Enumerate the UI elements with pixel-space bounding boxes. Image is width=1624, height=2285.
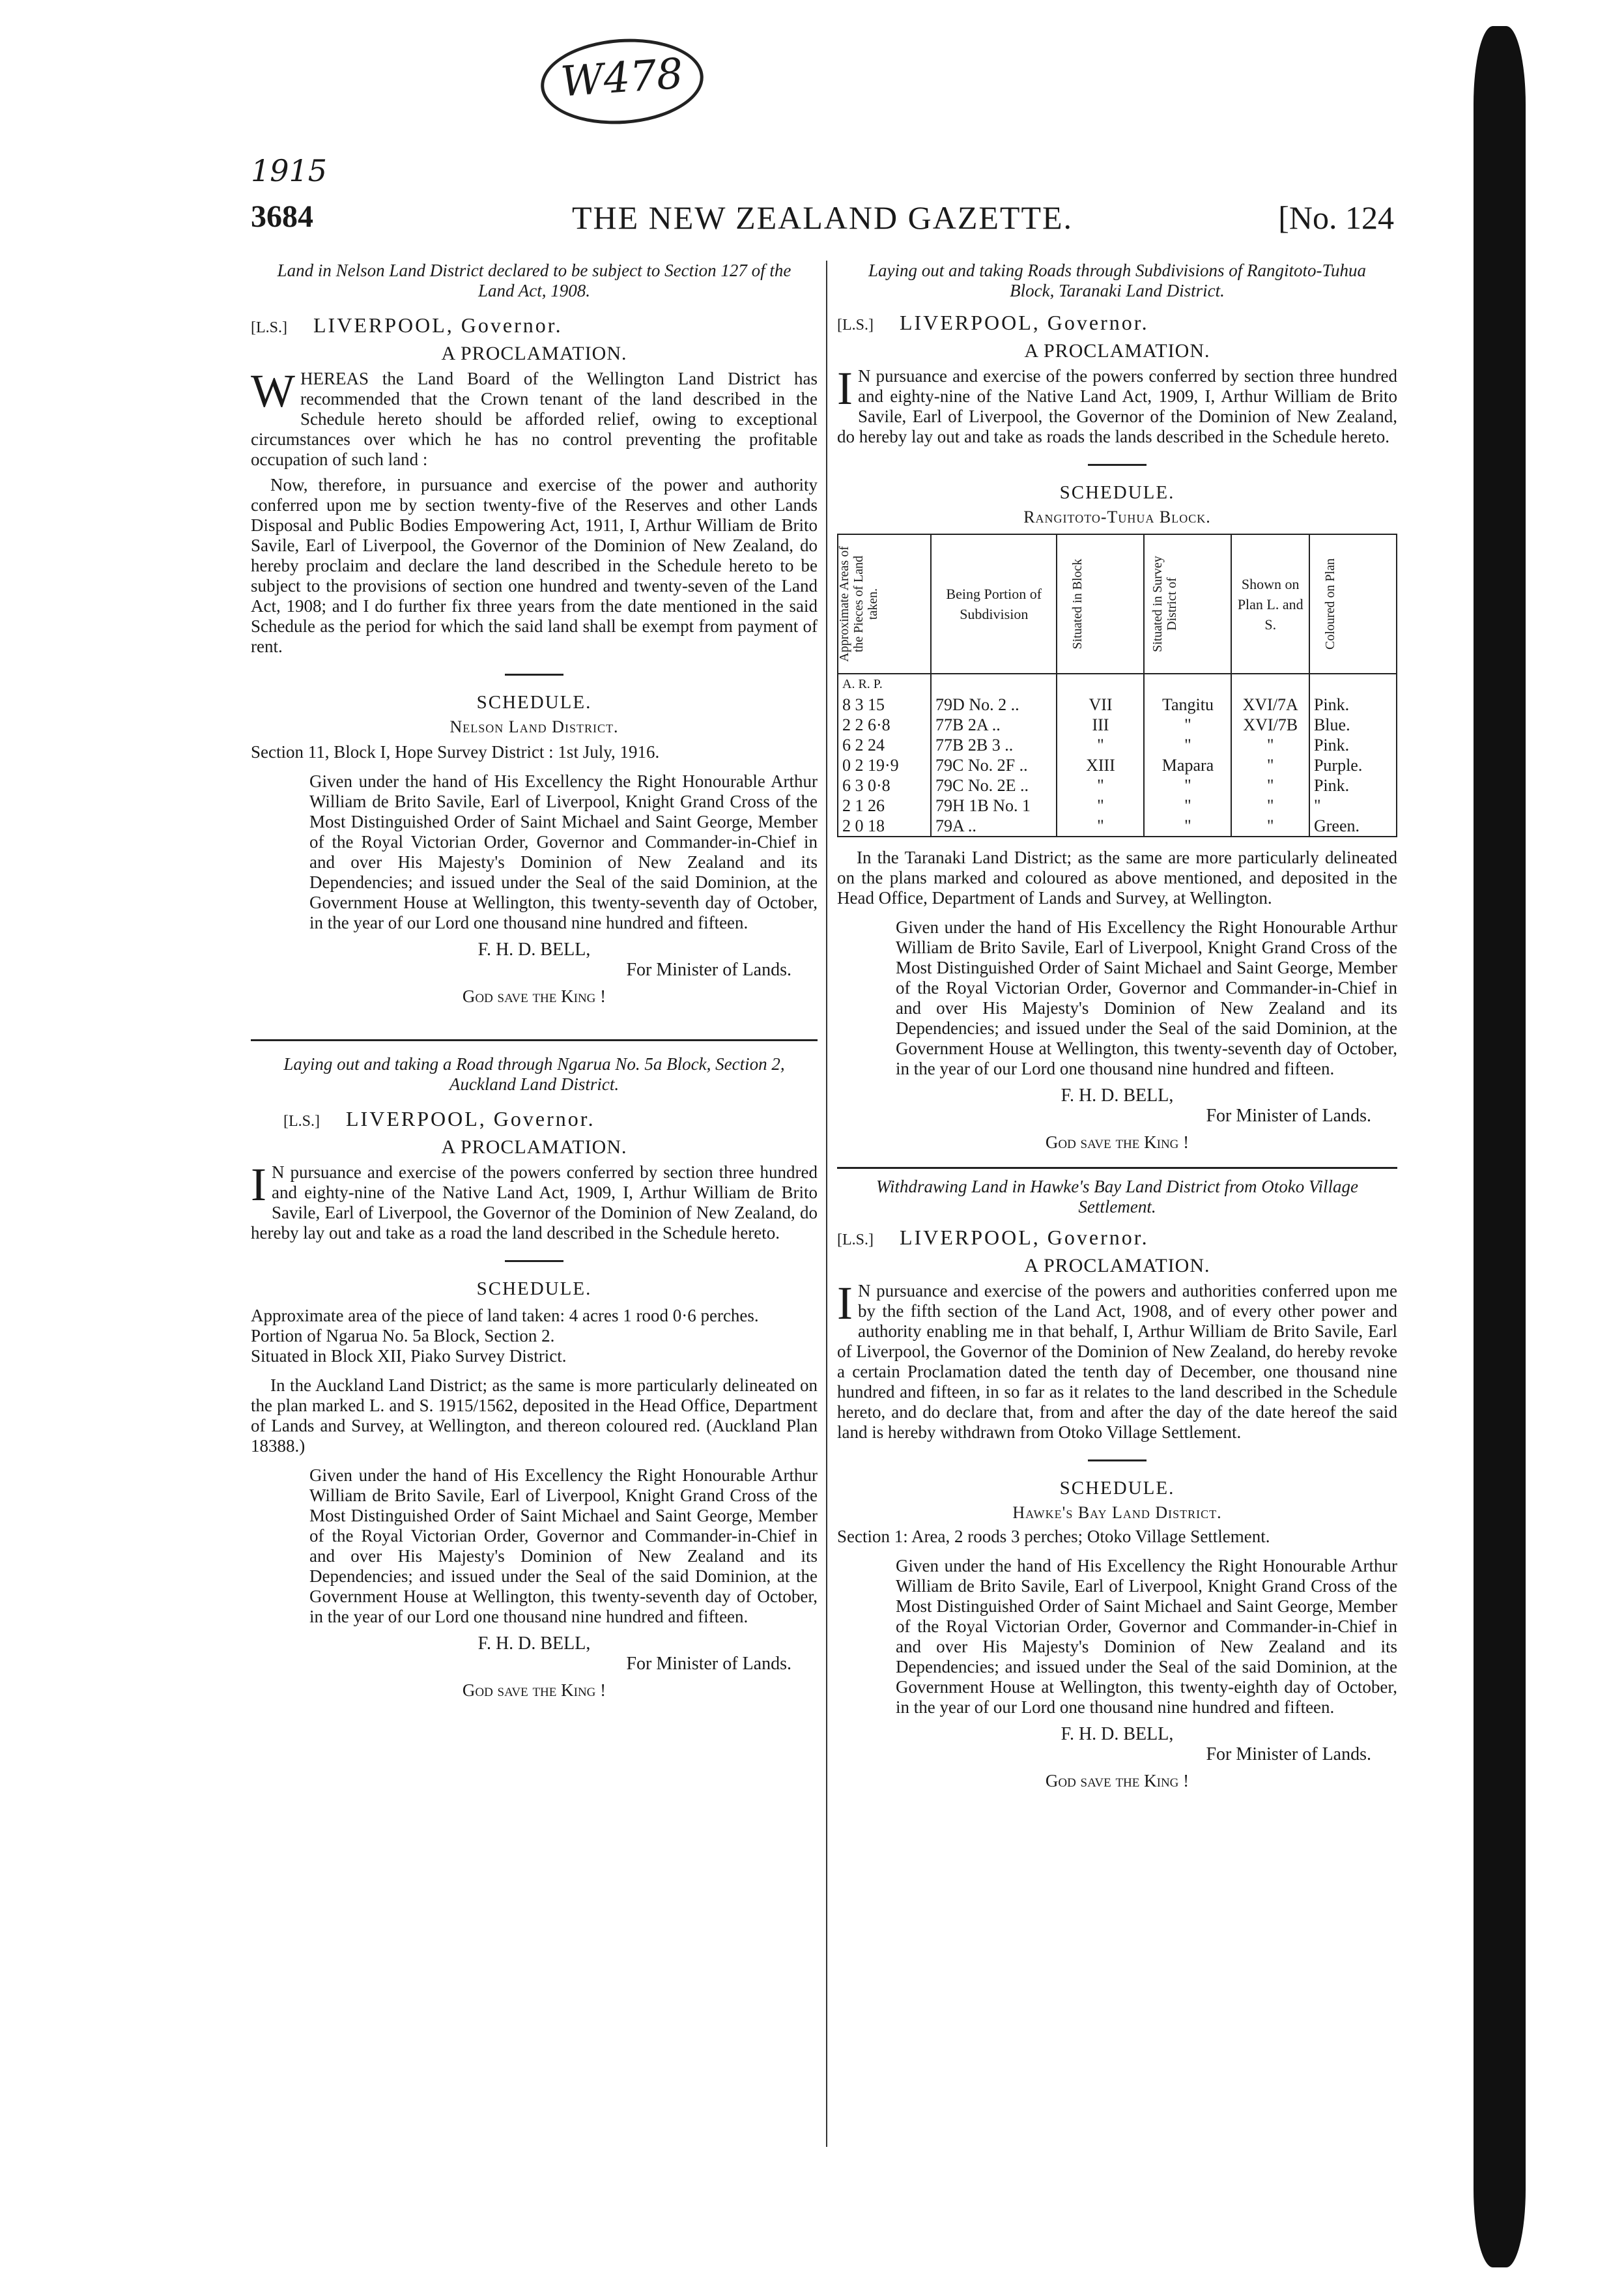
section-rule (251, 1039, 818, 1041)
scan-binding-shadow (1474, 26, 1526, 2267)
table-cell: " (1144, 775, 1231, 796)
table-cell (931, 674, 1057, 695)
table-cell: " (1144, 816, 1231, 837)
schedule-table (837, 534, 1397, 837)
proclamation-title: A PROCLAMATION. (1024, 340, 1210, 362)
gazette-title: THE NEW ZEALAND GAZETTE. (571, 199, 1074, 236)
drop-cap: I (837, 1277, 853, 1329)
schedule-district: Nelson Land District. (449, 717, 619, 736)
table-cell: " (1231, 816, 1309, 837)
seal-mark: [L.S.] (837, 317, 874, 334)
table-cell: 6 2 24 (838, 735, 931, 755)
signature: F. H. D. BELL, (477, 1633, 591, 1654)
schedule-portion: Portion of Ngarua No. 5a Block, Section 2. (251, 1326, 555, 1345)
table-cell (1144, 674, 1231, 695)
table-cell: 2 1 26 (838, 796, 931, 816)
governor-name: LIVERPOOL, Governor. (313, 313, 563, 337)
table-cell: Blue. (1309, 715, 1397, 735)
table-cell: " (1057, 775, 1144, 796)
table-cell: " (1231, 796, 1309, 816)
governor-name: LIVERPOOL, Governor. (900, 311, 1149, 334)
separator (1088, 1459, 1147, 1461)
notice-rangitoto (837, 261, 1397, 1153)
col-header-area: Approximate Areas of the Pieces of Land taken. (838, 534, 931, 674)
governor-line (251, 315, 818, 338)
table-cell: Green. (1309, 816, 1397, 837)
issue-number: [No. 124 (1278, 199, 1394, 236)
table-cell: 79H 1B No. 1 (931, 796, 1057, 816)
given-under-hand: Given under the hand of His Excellency the Right Honourable Arthur William de Brito Savile, Earl of Liverpool, Knight Grand Cross of the Most Distinguished Order of Saint Michael and Saint George, Member of the Royal Victorian Order, Governor and Commander-in-Chief in and over His Majesty's Dominion of New Zealand and its Dependencies; and issued under the Seal of the said Dominion, at the Government House at Wellington, this twenty-seventh day of October, in the year of our Lord one thousand nine hundred and fifteen. (896, 917, 1397, 1078)
proclamation-body (837, 362, 1397, 447)
table-cell: 8 3 15 (838, 695, 931, 715)
table-cell: Mapara (1144, 755, 1231, 775)
handwritten-year: 1915 (251, 153, 328, 188)
body-text: HEREAS the Land Board of the Wellington Land District has recommended that the Crown tenant of the land described in the Schedule hereto should be afforded relief, owing to exceptional circumstances over which he has no control preventing the profitable occupation of such land : (251, 369, 818, 469)
table-row (838, 816, 1397, 837)
notice-heading: Laying out and taking a Road through Ngarua No. 5a Block, Section 2, Auckland Land District. (283, 1054, 785, 1094)
col-header-block: Situated in Block (1057, 534, 1144, 674)
governor-name: LIVERPOOL, Governor. (900, 1226, 1149, 1249)
drop-cap: I (837, 362, 853, 414)
table-cell: XVI/7B (1231, 715, 1309, 735)
table-row (838, 775, 1397, 796)
table-cell: " (1144, 715, 1231, 735)
schedule-title: SCHEDULE. (1059, 1478, 1175, 1499)
table-cell: A. R. P. (838, 674, 931, 695)
drop-cap: W (251, 365, 295, 417)
notice-heading: Laying out and taking Roads through Subdivisions of Rangitoto-Tuhua Block, Taranaki Land District. (868, 261, 1366, 300)
table-cell: 77B 2A .. (931, 715, 1057, 735)
page-header (251, 199, 1394, 238)
drop-cap: I (251, 1158, 266, 1211)
governor-line (251, 1109, 818, 1132)
table-cell: Pink. (1309, 775, 1397, 796)
table-cell: 79A .. (931, 816, 1057, 837)
notice-otoko (837, 1177, 1397, 1791)
schedule-situated: Situated in Block XII, Piako Survey District. (251, 1346, 567, 1366)
separator (1088, 464, 1147, 466)
col-header-subdivision: Being Portion of Subdivision (931, 534, 1057, 674)
proclamation-title: A PROCLAMATION. (441, 343, 627, 364)
table-units-row (838, 674, 1397, 695)
table-cell: 79C No. 2E .. (931, 775, 1057, 796)
table-cell: III (1057, 715, 1144, 735)
signature: F. H. D. BELL, (477, 940, 591, 960)
proclamation-body (251, 365, 818, 470)
signature-role: For Minister of Lands. (1206, 1106, 1371, 1126)
seal-mark: [L.S.] (251, 319, 287, 336)
schedule-entry: Section 11, Block I, Hope Survey District : 1st July, 1916. (251, 742, 660, 762)
given-under-hand: Given under the hand of His Excellency the Right Honourable Arthur William de Brito Savile, Earl of Liverpool, Knight Grand Cross of the Most Distinguished Order of Saint Michael and Saint George, Member of the Royal Victorian Order, Governor and Commander-in-Chief in and over His Majesty's Dominion of New Zealand and its Dependencies; and issued under the Seal of the said Dominion, at the Government House at Wellington, this twenty-seventh day of October, in the year of our Lord one thousand nine hundred and fifteen. (309, 1465, 818, 1626)
schedule-title: SCHEDULE. (1059, 482, 1175, 503)
col-header-survey-district: Situated in Survey District of (1144, 534, 1231, 674)
signature-role: For Minister of Lands. (626, 1654, 791, 1674)
table-cell: Tangitu (1144, 695, 1231, 715)
section-rule (837, 1167, 1397, 1169)
table-cell: 79D No. 2 .. (931, 695, 1057, 715)
table-row (838, 735, 1397, 755)
table-cell: 2 2 6·8 (838, 715, 931, 735)
schedule-title: SCHEDULE. (476, 692, 592, 713)
notice-nelson (251, 261, 818, 1007)
table-cell: " (1057, 816, 1144, 837)
page-number: 3684 (251, 199, 313, 234)
schedule-district: Hawke's Bay Land District. (1012, 1503, 1222, 1522)
schedule-area: Approximate area of the piece of land taken: 4 acres 1 rood 0·6 perches. (251, 1306, 759, 1325)
table-header-row (838, 534, 1397, 674)
god-save-the-king: God save the King ! (1045, 1132, 1190, 1152)
table-cell: Purple. (1309, 755, 1397, 775)
table-cell: " (1144, 796, 1231, 816)
body-text: N pursuance and exercise of the powers conferred by section three hundred and eighty-nine of the Native Land Act, 1909, I, Arthur William de Brito Savile, Earl of Liverpool, the Governor of the Dominion of New Zealand, do hereby lay out and take as roads the lands described in the Schedule hereto. (837, 366, 1397, 446)
table-cell: Pink. (1309, 695, 1397, 715)
table-cell: XVI/7A (1231, 695, 1309, 715)
schedule-entry: Section 1: Area, 2 roods 3 perches; Otoko Village Settlement. (837, 1527, 1270, 1546)
table-cell (1231, 674, 1309, 695)
handwritten-stamp: W478 (538, 33, 706, 129)
notice-ngarua (251, 1054, 818, 1701)
table-cell (1057, 674, 1144, 695)
table-cell: " (1144, 735, 1231, 755)
column-divider (826, 261, 827, 2147)
table-cell: 6 3 0·8 (838, 775, 931, 796)
given-under-hand: Given under the hand of His Excellency the Right Honourable Arthur William de Brito Savile, Earl of Liverpool, Knight Grand Cross of the Most Distinguished Order of Saint Michael and Saint George, Member of the Royal Victorian Order, Governor and Commander-in-Chief in and over His Majesty's Dominion of New Zealand and its Dependencies; and issued under the Seal of the said Dominion, at the Government House at Wellington, this twenty-seventh day of October, in the year of our Lord one thousand nine hundred and fifteen. (309, 771, 818, 932)
table-cell: " (1057, 796, 1144, 816)
seal-mark: [L.S.] (837, 1231, 874, 1248)
separator (505, 1260, 563, 1262)
proclamation-body (251, 1158, 818, 1243)
left-column (251, 261, 818, 1701)
signature-role: For Minister of Lands. (1206, 1744, 1371, 1764)
separator (505, 674, 563, 676)
seal-mark: [L.S.] (283, 1113, 320, 1130)
notice-heading: Land in Nelson Land District declared to be subject to Section 127 of the Land Act, 1908. (277, 261, 791, 300)
table-cell: 79C No. 2F .. (931, 755, 1057, 775)
table-row (838, 755, 1397, 775)
governor-line (837, 313, 1397, 336)
table-cell: Pink. (1309, 735, 1397, 755)
table-cell: " (1231, 735, 1309, 755)
god-save-the-king: God save the King ! (462, 986, 606, 1006)
table-cell: " (1309, 796, 1397, 816)
body-text: N pursuance and exercise of the powers and authorities conferred upon me by the fifth section of the Land Act, 1908, and of every other power and authority enabling me in that behalf, I, Arthur William de Brito Savile, Earl of Liverpool, the Governor of the Dominion of New Zealand, do hereby revoke a certain Proclamation dated the tenth day of December, one thousand nine hundred and fifteen, in so far as it relates to the land described in the Schedule hereto, and do declare that, from and after the day of the date hereof the said land is hereby withdrawn from Otoko Village Settlement. (837, 1281, 1397, 1442)
right-column (837, 261, 1397, 1791)
governor-name: LIVERPOOL, Governor. (346, 1107, 595, 1130)
table-cell: 2 0 18 (838, 816, 931, 837)
notice-heading: Withdrawing Land in Hawke's Bay Land District from Otoko Village Settlement. (876, 1177, 1358, 1216)
table-cell: " (1231, 755, 1309, 775)
god-save-the-king: God save the King ! (1045, 1771, 1190, 1790)
body-text: N pursuance and exercise of the powers conferred by section three hundred and eighty-nine of the Native Land Act, 1909, I, Arthur William de Brito Savile, Earl of Liverpool, the Governor of the Dominion of New Zealand, do hereby lay out and take as a road the land described in the Schedule hereto. (251, 1162, 818, 1243)
district-description: In the Taranaki Land District; as the same are more particularly delineated on the plans marked and coloured as above mentioned, and deposited in the Head Office, Department of Lands and Survey, at Wellington. (837, 848, 1397, 908)
proclamation-body-2: Now, therefore, in pursuance and exercise of the power and authority conferred upon me by section twenty-five of the Reserves and other Lands Disposal and Public Bodies Empowering Act, 1911, I, Arthur William de Brito Savile, Earl of Liverpool, the Governor of the Dominion of New Zealand, do hereby proclaim and declare the land described in the Schedule hereto to be subject to the provisions of section one hundred and twenty-seven of the Land Act, 1908; and I do further fix three years from the date mentioned in the said Schedule as the period for which the said land shall be exempt from payment of rent. (251, 475, 818, 656)
col-header-colour: Coloured on Plan (1309, 534, 1397, 674)
table-cell: 0 2 19·9 (838, 755, 931, 775)
god-save-the-king: God save the King ! (462, 1680, 606, 1700)
table-cell: XIII (1057, 755, 1144, 775)
proclamation-title: A PROCLAMATION. (441, 1136, 627, 1158)
table-row (838, 715, 1397, 735)
governor-line (837, 1228, 1397, 1250)
proclamation-title: A PROCLAMATION. (1024, 1255, 1210, 1276)
table-cell: 77B 2B 3 .. (931, 735, 1057, 755)
table-cell: " (1057, 735, 1144, 755)
table-row (838, 796, 1397, 816)
proclamation-body (837, 1277, 1397, 1443)
table-row (838, 695, 1397, 715)
schedule-title: SCHEDULE. (476, 1278, 592, 1299)
table-cell: " (1231, 775, 1309, 796)
signature-role: For Minister of Lands. (626, 960, 791, 980)
given-under-hand: Given under the hand of His Excellency the Right Honourable Arthur William de Brito Savile, Earl of Liverpool, Knight Grand Cross of the Most Distinguished Order of Saint Michael and Saint George, Member of the Royal Victorian Order, Governor and Commander-in-Chief in and over His Majesty's Dominion of New Zealand and its Dependencies; and issued under the Seal of the said Dominion, at the Government House at Wellington, this twenty-eighth day of October, in the year of our Lord one thousand nine hundred and fifteen. (896, 1556, 1397, 1717)
signature: F. H. D. BELL, (1061, 1724, 1174, 1744)
schedule-block: Rangitoto-Tuhua Block. (1023, 508, 1211, 526)
district-description: In the Auckland Land District; as the same is more particularly delineated on the plan marked L. and S. 1915/1562, deposited in the Head Office, Department of Lands and Survey, at Wellington, and thereon coloured red. (Auckland Plan 18388.) (251, 1375, 818, 1456)
col-header-plan: Shown on Plan L. and S. (1231, 534, 1309, 674)
table-cell: VII (1057, 695, 1144, 715)
signature: F. H. D. BELL, (1061, 1085, 1174, 1106)
table-cell (1309, 674, 1397, 695)
